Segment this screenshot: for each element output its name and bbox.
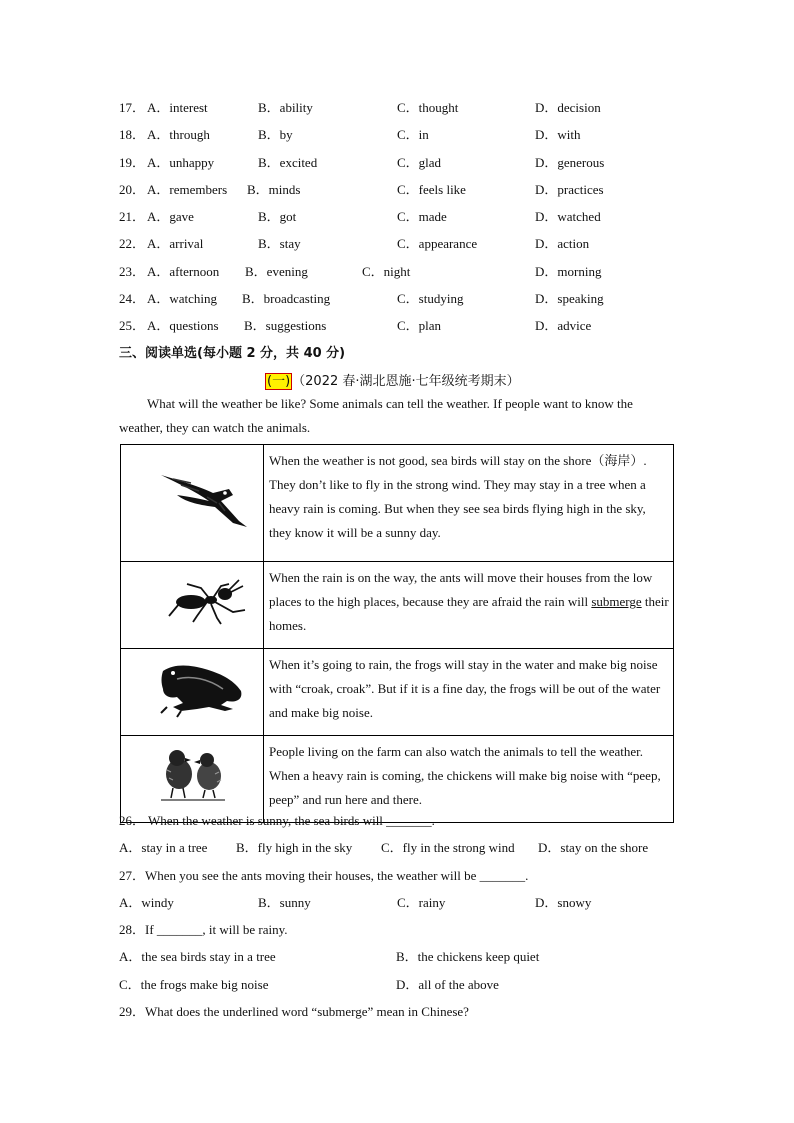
option-b: B．minds [247, 182, 301, 197]
question-number: 17． [119, 100, 146, 115]
question-number: 18． [119, 127, 146, 142]
question-28: 28．If _______, it will be rainy. [119, 922, 288, 937]
option-d: D．decision [535, 100, 601, 115]
chickens-icon [121, 736, 263, 818]
option-c: C．night [362, 264, 411, 279]
option-c: C．glad [397, 155, 442, 170]
option-row [119, 892, 689, 910]
option-c: C．rainy [397, 895, 446, 910]
table-row [121, 649, 674, 736]
option-d: D．action [535, 236, 590, 251]
option-b: B．stay [258, 236, 301, 251]
option-row [119, 152, 689, 170]
section-title: 三、阅读单选(每小题 2 分，共 40 分) [119, 346, 346, 361]
option-d: D．with [535, 127, 581, 142]
table-text: When it’s going to rain, the frogs will stay in the water and make big noise with “croak, croak”. But if it is a fine day, the frogs will be out of the water and make big noise. [264, 649, 674, 736]
option-row [119, 206, 689, 224]
option-c: C．studying [397, 291, 464, 306]
option-b: B．evening [245, 264, 308, 279]
option-row [119, 97, 689, 115]
animal-weather-table [120, 444, 674, 823]
ant-text-before: When the rain is on the way, the ants will move their houses from the low places to the high places, because they are afraid the rain will [269, 570, 653, 609]
option-d: D．morning [535, 264, 602, 279]
option-a: A．windy [119, 895, 174, 910]
table-text [264, 562, 674, 649]
option-d: D．practices [535, 182, 604, 197]
question-number: 25． [119, 318, 146, 333]
option-c: C．thought [397, 100, 459, 115]
option-b: B．the chickens keep quiet [396, 949, 540, 964]
option-c: C．the frogs make big noise [119, 977, 269, 992]
underlined-word: submerge [591, 594, 642, 609]
question-number: 22． [119, 236, 146, 251]
question-number: 20． [119, 182, 146, 197]
question-number: 24． [119, 291, 146, 306]
option-d: D．snowy [535, 895, 592, 910]
picture-cell [121, 649, 264, 736]
option-a: A．questions [147, 318, 219, 333]
option-d: D．watched [535, 209, 601, 224]
table-row [121, 562, 674, 649]
option-a: A．unhappy [147, 155, 215, 170]
passage-source: （2022 春·湖北恩施·七年级统考期末） [292, 374, 520, 389]
ant-icon [121, 562, 263, 644]
option-c: C．made [397, 209, 447, 224]
option-row [119, 288, 689, 306]
option-d: D．stay on the shore [538, 840, 649, 855]
option-a: A．watching [147, 291, 218, 306]
table-text: When the weather is not good, sea birds will stay on the shore（海岸）. They don’t like to fly in the strong wind. They may stay in a tree when a heavy rain is coming. But when they see sea birds flying high in the sky, they know it will be a sunny day. [264, 445, 674, 562]
option-c: C．plan [397, 318, 442, 333]
option-a: A．interest [147, 100, 208, 115]
question-number: 19． [119, 155, 146, 170]
option-row [119, 837, 689, 855]
question-26: 26． When the weather is sunny, the sea birds will _______. [119, 813, 435, 828]
option-b: B．got [258, 209, 297, 224]
option-d: D．all of the above [396, 977, 499, 992]
option-a: A．through [147, 127, 210, 142]
part-label: (一) [267, 374, 291, 389]
option-b: B．ability [258, 100, 313, 115]
option-c: C．in [397, 127, 429, 142]
passage-source-line [265, 370, 520, 389]
picture-cell [121, 562, 264, 649]
option-a: A．stay in a tree [119, 840, 208, 855]
option-row [119, 179, 689, 197]
ant-text-after: their homes. [269, 594, 669, 633]
option-b: B．broadcasting [242, 291, 331, 306]
question-29: 29．What does the underlined word “submerge” mean in Chinese? [119, 1004, 469, 1019]
table-row [121, 445, 674, 562]
option-d: D．advice [535, 318, 592, 333]
question-number: 23． [119, 264, 146, 279]
option-b: B．by [258, 127, 293, 142]
option-row [119, 261, 689, 279]
option-b: B．excited [258, 155, 318, 170]
sea-bird-icon [121, 445, 263, 557]
option-d: D．generous [535, 155, 605, 170]
frog-icon [121, 649, 263, 731]
question-27: 27．When you see the ants moving their houses, the weather will be _______. [119, 868, 529, 883]
option-a: A．arrival [147, 236, 204, 251]
question-number: 21． [119, 209, 146, 224]
option-a: A．the sea birds stay in a tree [119, 949, 276, 964]
option-c: C．appearance [397, 236, 478, 251]
picture-cell [121, 445, 264, 562]
option-row [119, 124, 689, 142]
option-a: A．gave [147, 209, 194, 224]
option-a: A．afternoon [147, 264, 220, 279]
option-b: B．fly high in the sky [236, 840, 353, 855]
option-d: D．speaking [535, 291, 604, 306]
passage-intro: What will the weather be like? Some animals can tell the weather. If people want to know the weather, they can watch the animals. [119, 396, 633, 435]
option-b: B．sunny [258, 895, 311, 910]
option-c: C．feels like [397, 182, 466, 197]
option-c: C．fly in the strong wind [381, 840, 515, 855]
option-row [119, 315, 689, 333]
option-a: A．remembers [147, 182, 228, 197]
option-row [119, 946, 689, 964]
option-b: B．suggestions [244, 318, 327, 333]
option-row [119, 233, 689, 251]
option-row [119, 974, 689, 992]
table-text: People living on the farm can also watch the animals to tell the weather. When a heavy rain is coming, the chickens will make big noise with “peep, peep” and run here and there. [264, 736, 674, 823]
